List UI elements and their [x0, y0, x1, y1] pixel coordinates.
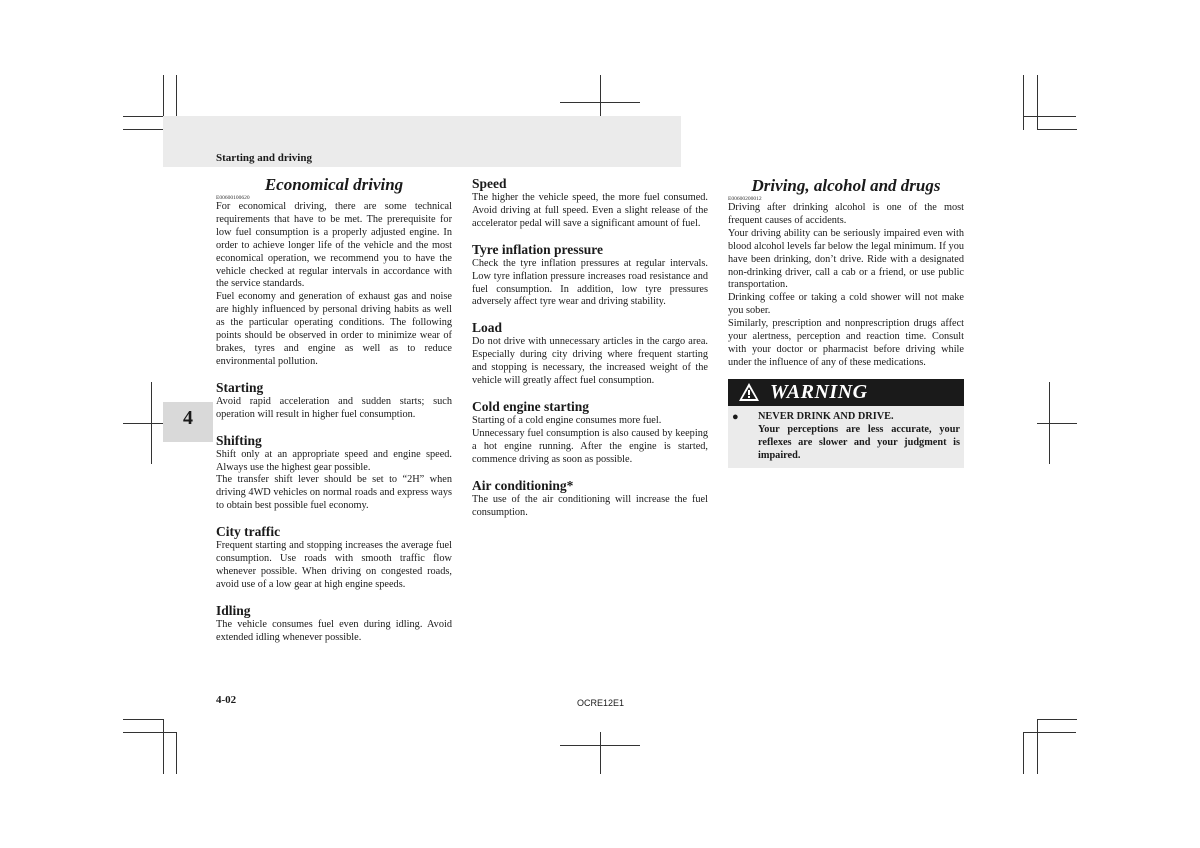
registration-mark: [123, 423, 163, 424]
registration-mark: [560, 745, 640, 746]
paragraph: The transfer shift lever should be set to “2H” when driving 4WD vehicles on normal roads and express ways to obtain best possible fuel economy.: [216, 474, 452, 512]
subheading-load: Load: [472, 320, 503, 336]
paragraph: The use of the air conditioning will increase the fuel consumption.: [472, 493, 708, 518]
crop-mark: [1037, 129, 1077, 130]
registration-mark: [560, 102, 640, 103]
subheading-shifting: Shifting: [216, 432, 262, 448]
paragraph: The vehicle consumes fuel even during idling. Avoid extended idling whenever possible.: [216, 618, 452, 643]
paragraph: Similarly, prescription and nonprescription drugs affect your alertness, perception and reaction time. Consult with your doctor or pharmacist before driving while under the influence of any of these medications.: [728, 318, 964, 368]
crop-mark: [1023, 732, 1076, 733]
crop-mark: [1037, 75, 1038, 130]
document-code: OCRE12E1: [577, 698, 625, 708]
paragraph: Shift only at an appropriate speed and engine speed. Always use the highest gear possible.: [216, 448, 452, 473]
subheading-tyre-pressure: Tyre inflation pressure: [472, 241, 604, 257]
reference-code: E00600100620: [216, 195, 250, 201]
column-fuel-tips: [472, 176, 708, 519]
crop-mark: [176, 732, 177, 774]
paragraph: Unnecessary fuel consumption is also caused by keeping a hot engine running. After the engine is started, commence driving as soon as possible.: [472, 427, 708, 465]
crop-mark: [1037, 719, 1077, 720]
crop-mark: [123, 732, 176, 733]
paragraph: Check the tyre inflation pressures at regular intervals. Low tyre inflation pressure increases road resistance and fuel consumption. In addition, low tyre pressures adversely affect tyre wear and driving stability.: [472, 257, 708, 308]
paragraph: Do not drive with unnecessary articles in the cargo area. Especially during city driving where frequent starting and stopping is necessary, the increased weight of the vehicle will greatly affect fuel consumption.: [472, 336, 708, 387]
warning-box: [728, 379, 964, 469]
subheading-idling: Idling: [216, 602, 251, 618]
crop-mark: [1037, 719, 1038, 774]
paragraph: Driving after drinking alcohol is one of the most frequent causes of accidents.: [728, 202, 964, 226]
crop-mark: [1023, 116, 1076, 117]
crop-mark: [163, 719, 164, 774]
subheading-air-conditioning: Air conditioning*: [472, 477, 574, 493]
paragraph: Fuel economy and generation of exhaust gas and noise are highly influenced by personal driving habits as well as the particular operating conditions. The following points should be observed in order to minimize wear of brakes, tyres and engine as well as to reduce environmental pollution.: [216, 291, 452, 367]
subheading-city-traffic: City traffic: [216, 524, 281, 540]
crop-mark: [123, 719, 163, 720]
warning-header: [728, 379, 964, 406]
paragraph: Starting of a cold engine consumes more fuel.: [472, 414, 662, 426]
chapter-number: 4: [183, 407, 193, 429]
warning-triangle-icon: [738, 382, 760, 402]
subheading-cold-engine: Cold engine starting: [472, 398, 590, 414]
paragraph: Your driving ability can be seriously impaired even with blood alcohol levels far below the legal minimum. If you have been drinking, don’t drive. Ride with a designated non-drinking driver, call a cab or a friend, or use public transportation.: [728, 227, 964, 291]
column-economical-driving: [216, 175, 452, 645]
page-number: 4-02: [216, 694, 237, 706]
registration-mark: [600, 732, 601, 774]
paragraph: For economical driving, there are some technical requirements that have to be met. The prerequisite for low fuel consumption is a properly adjusted engine. In order to achieve longer life of the vehicle and the most economical operation, we recommend you to have the vehicle checked at regular intervals in accordance with the service standards.: [216, 201, 452, 290]
warning-item-title: NEVER DRINK AND DRIVE.: [758, 410, 894, 422]
paragraph: Frequent starting and stopping increases the average fuel consumption. Use roads with smooth traffic flow whenever possible. When driving on congested roads, avoid use of a low gear at high engine speeds.: [216, 540, 452, 590]
section-label: Starting and driving: [216, 152, 312, 164]
crop-mark: [1023, 75, 1024, 130]
section-title: Economical driving: [264, 175, 404, 194]
subheading-starting: Starting: [216, 379, 264, 395]
reference-code: E00600200012: [728, 196, 762, 202]
column-alcohol-drugs: [728, 176, 964, 468]
crop-mark: [1023, 732, 1024, 774]
crop-mark: [123, 129, 163, 130]
warning-item-text: Your perceptions are less accurate, your reflexes are slower and your judgment is impaired.: [758, 423, 960, 461]
subheading-speed: Speed: [472, 176, 507, 191]
warning-label: WARNING: [770, 380, 868, 403]
registration-mark: [1037, 423, 1077, 424]
warning-item: [732, 411, 960, 463]
paragraph: Avoid rapid acceleration and sudden starts; such operation will result in higher fuel consumption.: [216, 395, 452, 420]
bullet-icon: ●: [732, 410, 739, 423]
paragraph: Drinking coffee or taking a cold shower will not make you sober.: [728, 292, 964, 317]
paragraph: The higher the vehicle speed, the more fuel consumed. Avoid driving at full speed. Even a slight release of the accelerator pedal will save a significant amount of fuel.: [472, 192, 708, 229]
section-title: Driving, alcohol and drugs: [751, 176, 941, 195]
